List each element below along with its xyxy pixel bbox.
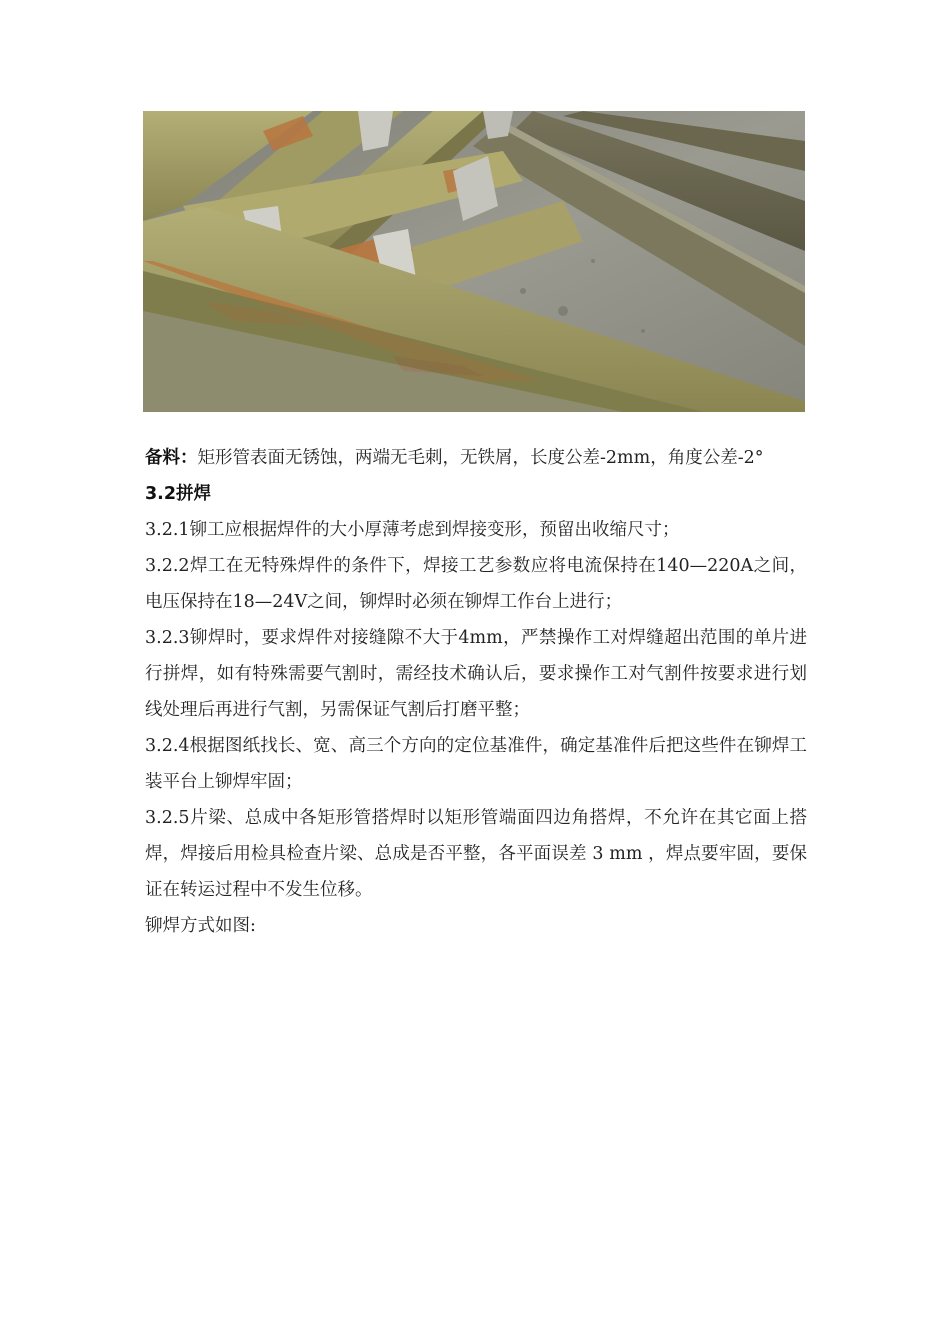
welding-photo	[143, 111, 805, 412]
prep-text: 矩形管表面无锈蚀，两端无毛刺，无铁屑，长度公差-2mm，角度公差-2°	[197, 448, 764, 468]
list-item: 3.2.1铆工应根据焊件的大小厚薄考虑到焊接变形，预留出收缩尺寸；	[145, 520, 680, 540]
prep-paragraph	[145, 440, 807, 476]
weld-plate-1	[358, 111, 393, 151]
list-item: 3.2.4根据图纸找长、宽、高三个方向的定位基准件，确定基准件后把这些件在铆焊工装平台上铆焊牢固；	[145, 736, 807, 792]
section-title: 3.2拼焊	[145, 484, 212, 504]
list-item: 3.2.5片梁、总成中各矩形管搭焊时以矩形管端面四边角搭焊，不允许在其它面上搭焊，焊接后用检具检查片梁、总成是否平整，各平面误差 3 mm ，焊点要牢固，要保证在转运过程中不发生位移。	[145, 808, 807, 900]
list-item: 3.2.3铆焊时，要求焊件对接缝隙不大于4mm，严禁操作工对焊缝超出范围的单片进行拼焊，如有特殊需要气割时，需经技术确认后，要求操作工对气割件按要求进行划线处理后再进行气割，另需保证气割后打磨平整；	[145, 628, 807, 720]
closing-text: 铆焊方式如图:	[145, 916, 256, 936]
welding-photo-illustration	[143, 111, 805, 412]
prep-label: 备料：	[145, 448, 198, 468]
document-body	[145, 440, 807, 944]
list-item: 3.2.2焊工在无特殊焊件的条件下，焊接工艺参数应将电流保持在140—220A之间，电压保持在18—24V之间，铆焊时必须在铆焊工作台上进行；	[145, 556, 807, 612]
